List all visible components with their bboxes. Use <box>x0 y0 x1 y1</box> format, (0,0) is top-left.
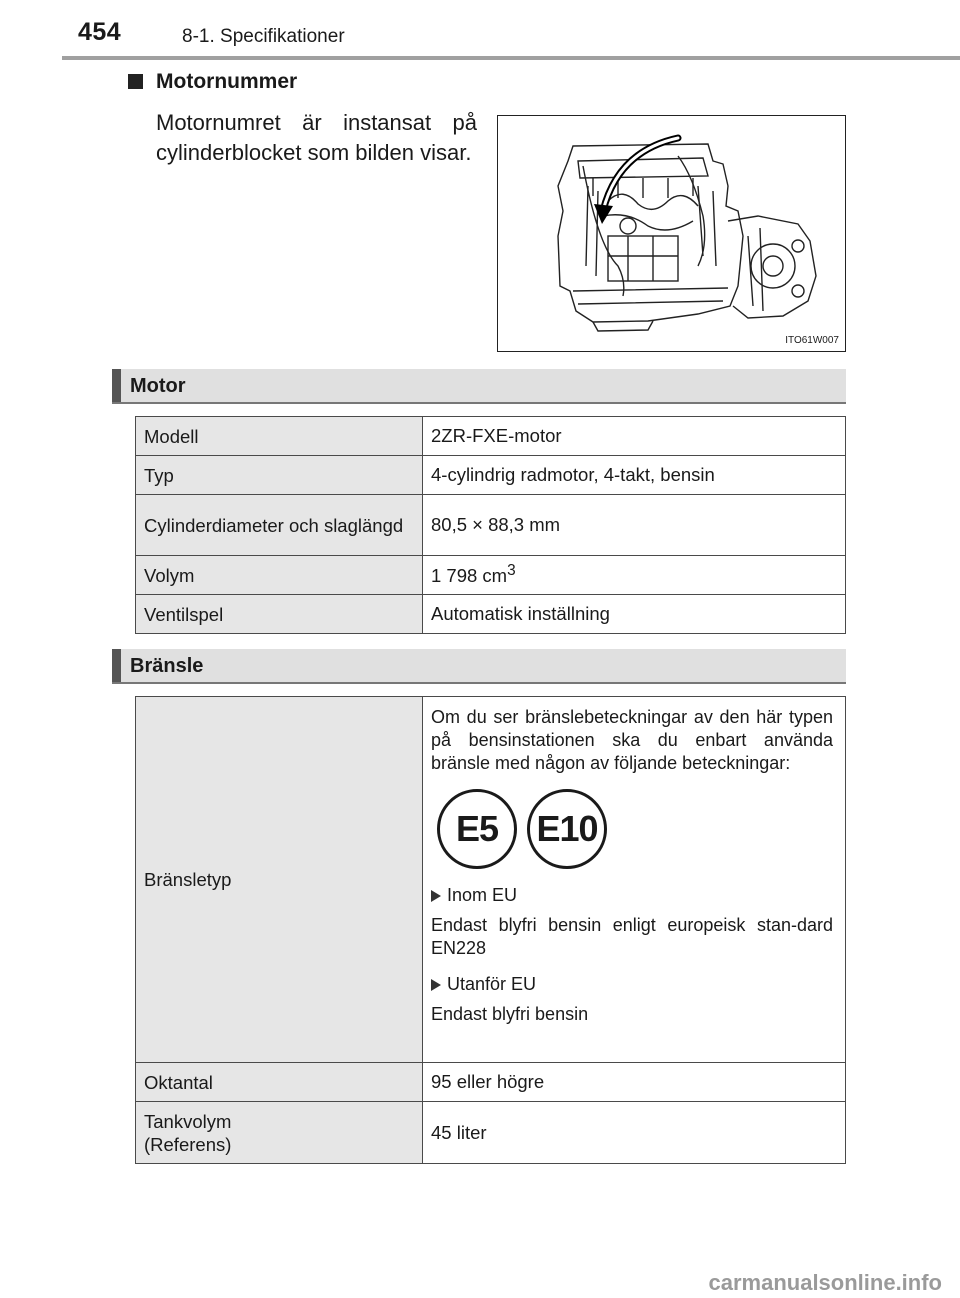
volume-value: 1 798 cm <box>431 565 508 587</box>
page-number: 454 <box>78 18 122 46</box>
eu-heading <box>431 885 833 906</box>
motor-section-bar <box>112 369 846 403</box>
e10-badge: E10 <box>527 789 607 869</box>
spec-value <box>423 697 846 1063</box>
motor-section-heading: Motor <box>130 375 186 397</box>
volume-unit-exponent: 3 <box>507 562 516 580</box>
triangle-bullet-icon <box>431 979 441 991</box>
spec-value: 80,5 × 88,3 mm <box>423 495 846 556</box>
watermark: carmanualsonline.info <box>708 1270 942 1295</box>
spec-value: 2ZR-FXE-motor <box>423 417 846 456</box>
engine-number-text: Motornumret är instansat på cylinderblocket som bilden visar. <box>156 110 477 165</box>
triangle-bullet-icon <box>431 890 441 902</box>
spec-label: Volym <box>136 556 423 595</box>
spec-label: Modell <box>136 417 423 456</box>
table-row <box>136 1102 846 1164</box>
table-row <box>136 495 846 556</box>
square-bullet-icon <box>128 74 143 89</box>
non-eu-heading <box>431 974 833 995</box>
table-row <box>136 556 846 595</box>
table-row <box>136 456 846 495</box>
fuel-section-bar <box>112 649 846 683</box>
engine-figure <box>497 115 846 352</box>
spec-label: Ventilspel <box>136 595 423 634</box>
eu-heading-text: Inom EU <box>447 885 518 905</box>
eu-text: Endast blyfri bensin enligt europeisk stan-dard EN228 <box>431 915 833 958</box>
motor-spec-table <box>135 416 846 634</box>
spec-label: Bränsletyp <box>136 697 423 1063</box>
spec-label: Tankvolym (Referens) <box>136 1102 423 1164</box>
non-eu-heading-text: Utanför EU <box>447 974 537 994</box>
spec-value: Automatisk inställning <box>423 595 846 634</box>
e5-badge: E5 <box>437 789 517 869</box>
spec-label: Cylinderdiameter och slaglängd <box>136 495 423 556</box>
fuel-type-description: Om du ser bränslebeteckningar av den här typen på bensinstationen ska du enbart använda bränsle med någon av följande beteckningar: <box>431 707 833 773</box>
spec-value: 95 eller högre <box>423 1063 846 1102</box>
table-row <box>136 417 846 456</box>
fuel-spec-table <box>135 696 846 1164</box>
non-eu-text: Endast blyfri bensin <box>431 1004 589 1024</box>
fuel-section-heading: Bränsle <box>130 655 204 677</box>
table-row <box>136 1063 846 1102</box>
fuel-section-rule <box>112 682 846 684</box>
table-row <box>136 595 846 634</box>
table-row <box>136 697 846 1063</box>
spec-label: Typ <box>136 456 423 495</box>
header-rule <box>62 56 960 60</box>
spec-label: Oktantal <box>136 1063 423 1102</box>
engine-number-heading: Motornummer <box>156 70 298 93</box>
figure-code: ITO61W007 <box>785 335 839 346</box>
spec-value: 4-cylindrig radmotor, 4-takt, bensin <box>423 456 846 495</box>
spec-value: 45 liter <box>423 1102 846 1164</box>
spec-value <box>423 556 846 595</box>
engine-illustration <box>498 116 845 351</box>
motor-section-rule <box>112 402 846 404</box>
fuel-badges <box>437 789 833 869</box>
section-title: 8-1. Specifikationer <box>182 26 345 47</box>
